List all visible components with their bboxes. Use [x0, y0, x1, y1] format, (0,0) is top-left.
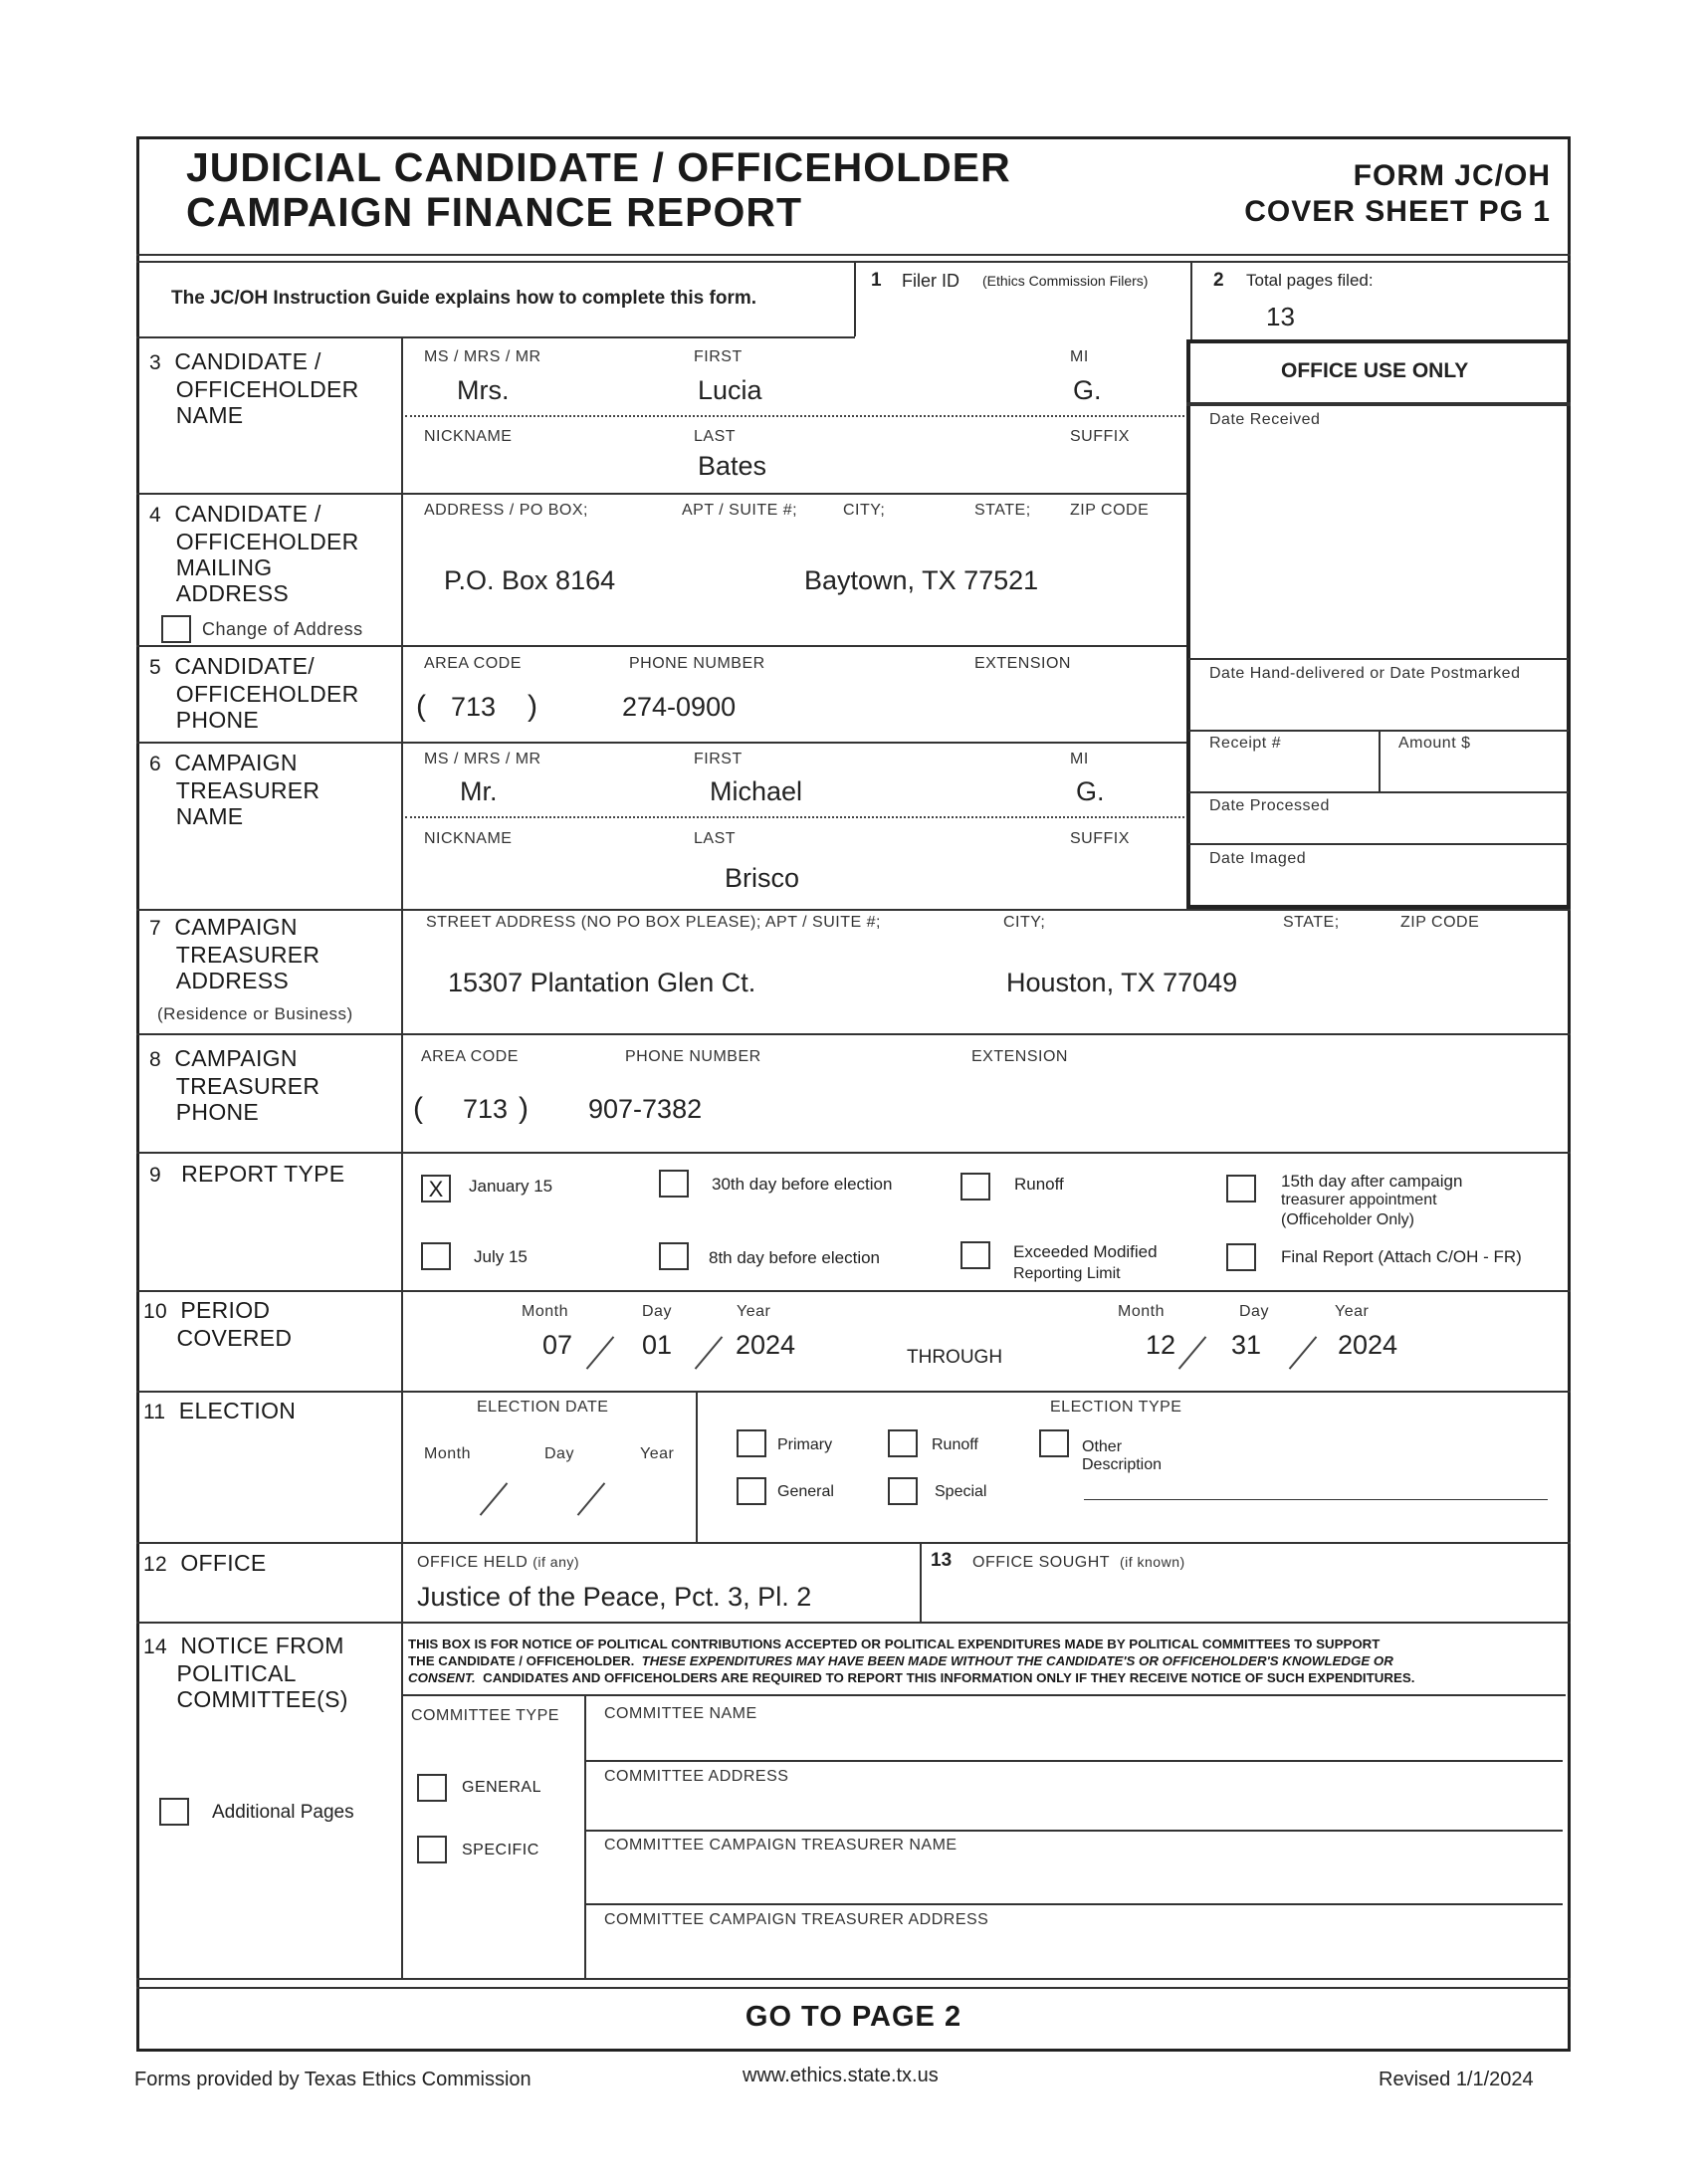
label-line: NAME	[175, 402, 244, 428]
label-line: OFFICE HELD	[417, 1554, 529, 1571]
candidate-city-state-zip-field[interactable]: Baytown, TX 77521	[804, 565, 1039, 595]
close-paren: )	[519, 1092, 529, 1125]
zip-label: ZIP CODE	[1070, 502, 1150, 519]
election-section-label	[143, 1398, 296, 1425]
section-number: 7	[149, 917, 161, 940]
prefix-label: MS / MRS / MR	[424, 751, 541, 767]
phone-number-label: PHONE NUMBER	[625, 1048, 761, 1065]
office-sought-number: 13	[931, 1550, 953, 1571]
treasurer-street-field[interactable]: 15307 Plantation Glen Ct.	[448, 968, 756, 997]
divider	[585, 1903, 1563, 1905]
from-month-field[interactable]: 07	[542, 1330, 573, 1360]
receipt-label: Receipt #	[1209, 735, 1282, 752]
divider	[136, 1290, 1571, 1292]
nickname-label: NICKNAME	[424, 830, 513, 847]
filer-id-label: Filer ID	[902, 271, 959, 291]
election-runoff-label: Runoff	[932, 1436, 978, 1453]
prefix-label: MS / MRS / MR	[424, 348, 541, 365]
filer-id-sub: (Ethics Commission Filers)	[982, 273, 1149, 289]
divider	[1190, 261, 1192, 340]
amount-label: Amount $	[1398, 735, 1471, 752]
total-pages-label: Total pages filed:	[1246, 271, 1374, 290]
notice-fragment: THE CANDIDATE / OFFICEHOLDER.	[408, 1653, 635, 1668]
label-line: MAILING	[175, 554, 273, 580]
label-line: PHONE	[175, 1099, 260, 1125]
year-label: Year	[640, 1445, 675, 1462]
july-15-checkbox[interactable]	[421, 1242, 451, 1270]
january-15-checkbox[interactable]: X	[421, 1175, 451, 1202]
date-processed-label: Date Processed	[1209, 797, 1330, 814]
section-number: 8	[149, 1048, 161, 1071]
instructions-text: The JC/OH Instruction Guide explains how to complete this form.	[171, 288, 757, 309]
election-runoff-checkbox[interactable]	[888, 1429, 918, 1457]
divider	[136, 909, 1571, 911]
label-line: TREASURER	[175, 777, 320, 803]
additional-pages-label: Additional Pages	[212, 1802, 354, 1823]
suffix-label: SUFFIX	[1070, 830, 1130, 847]
label-line: (if known)	[1119, 1554, 1185, 1570]
office-sought-label	[972, 1554, 1185, 1572]
divider	[584, 1694, 586, 1978]
committee-name-label: COMMITTEE NAME	[604, 1705, 757, 1722]
label-line: OFFICEHOLDER	[175, 376, 359, 402]
day-label: Day	[544, 1445, 574, 1462]
label-line: ELECTION	[178, 1398, 297, 1423]
treasurer-name-section-label	[149, 750, 398, 829]
label-line: OFFICE SOUGHT	[972, 1554, 1111, 1571]
notice-fragment: THESE EXPENDITURES MAY HAVE BEEN MADE WITHOUT THE CANDIDATE'S OR OFFICEHOLDER'S KNOWLEDGE OR	[641, 1653, 1393, 1668]
notice-text	[408, 1636, 1549, 1686]
exceeded-limit-label: Reporting Limit	[1013, 1265, 1121, 1282]
candidate-address-field[interactable]: P.O. Box 8164	[444, 565, 616, 595]
special-label: Special	[935, 1483, 987, 1500]
15th-day-after-label: (Officeholder Only)	[1281, 1211, 1414, 1228]
15th-day-after-label: treasurer appointment	[1281, 1192, 1437, 1208]
to-month-field[interactable]: 12	[1146, 1330, 1176, 1360]
area-code-label: AREA CODE	[424, 655, 522, 672]
section-number: 3	[149, 351, 161, 374]
state-label: STATE;	[1283, 914, 1340, 931]
committee-address-label: COMMITTEE ADDRESS	[604, 1768, 789, 1785]
footer-revised-date: Revised 1/1/2024	[1379, 2069, 1534, 2090]
label-line: NOTICE FROM	[180, 1633, 344, 1658]
label-line: CAMPAIGN	[174, 1045, 298, 1071]
notice-fragment: CANDIDATES AND OFFICEHOLDERS ARE REQUIRED TO REPORT THIS INFORMATION ONLY IF THEY RECEIVE NOTICE OF SUCH EXPENDITURES.	[483, 1670, 1415, 1685]
label-line: ADDRESS	[175, 580, 290, 606]
section-number: 14	[143, 1636, 167, 1658]
residence-business-note: (Residence or Business)	[157, 1004, 353, 1023]
period-section-label	[143, 1297, 392, 1351]
notice-line: THIS BOX IS FOR NOTICE OF POLITICAL CONTRIBUTIONS ACCEPTED OR POLITICAL EXPENDITURES MADE BY POLITICAL COMMITTEES TO SUPPORT	[408, 1637, 1381, 1651]
label-line: OFFICEHOLDER	[175, 681, 359, 707]
address-label: ADDRESS / PO BOX;	[424, 502, 588, 519]
divider	[401, 336, 403, 1978]
nickname-label: NICKNAME	[424, 428, 513, 445]
divider	[1186, 402, 1571, 406]
divider	[585, 1830, 1563, 1832]
treasurer-city-state-zip-field[interactable]: Houston, TX 77049	[1006, 968, 1238, 997]
month-label: Month	[1118, 1303, 1165, 1320]
from-year-field[interactable]: 2024	[736, 1330, 796, 1360]
8th-day-before-label: 8th day before election	[709, 1248, 881, 1267]
change-of-address-checkbox[interactable]	[161, 615, 191, 643]
july-15-label: July 15	[474, 1247, 528, 1266]
label-line: CANDIDATE /	[174, 348, 321, 374]
first-name-label: FIRST	[694, 751, 743, 767]
month-label: Month	[522, 1303, 568, 1320]
form-title-line1: JUDICIAL CANDIDATE / OFFICEHOLDER	[186, 144, 1011, 190]
extension-label: EXTENSION	[971, 1048, 1068, 1065]
label-line: CAMPAIGN	[174, 914, 298, 940]
mi-label: MI	[1070, 751, 1089, 767]
general-committee-label: GENERAL	[462, 1779, 541, 1796]
divider	[136, 254, 1571, 256]
divider	[136, 336, 855, 338]
candidate-first-name-field[interactable]: Lucia	[698, 375, 762, 405]
description-label: Description	[1082, 1456, 1163, 1473]
runoff-report-label: Runoff	[1014, 1175, 1064, 1194]
divider	[1188, 791, 1569, 793]
open-paren: (	[413, 1092, 423, 1125]
section-number: 12	[143, 1553, 167, 1576]
divider	[920, 1542, 922, 1622]
last-name-label: LAST	[694, 428, 737, 445]
zip-label: ZIP CODE	[1400, 914, 1480, 931]
label-line: TREASURER	[175, 1073, 320, 1099]
candidate-phone-field[interactable]: 274-0900	[622, 692, 737, 722]
election-date-label: ELECTION DATE	[477, 1399, 609, 1416]
label-line: OFFICEHOLDER	[175, 529, 359, 554]
treasurer-phone-section-label	[149, 1045, 398, 1125]
section-number: 6	[149, 753, 161, 775]
form-number: FORM JC/OH	[1353, 159, 1551, 192]
total-pages-number: 2	[1213, 270, 1224, 291]
divider	[136, 1542, 1571, 1544]
dotted-divider	[405, 415, 1184, 417]
label-line: ADDRESS	[175, 968, 290, 993]
divider	[696, 1393, 698, 1542]
treasurer-mi-field[interactable]: G.	[1076, 776, 1105, 806]
notice-section-label	[143, 1633, 392, 1712]
notice-line	[408, 1652, 1549, 1669]
committee-type-label: COMMITTEE TYPE	[411, 1707, 559, 1724]
election-type-label: ELECTION TYPE	[1050, 1399, 1182, 1416]
divider	[136, 645, 1186, 647]
other-election-label: Other	[1082, 1438, 1123, 1455]
label-line: NAME	[175, 803, 244, 829]
treasurer-phone-field[interactable]: 907-7382	[588, 1094, 703, 1124]
treasurer-first-name-field[interactable]: Michael	[710, 776, 803, 806]
divider	[136, 1391, 1571, 1393]
specific-committee-label: SPECIFIC	[462, 1842, 539, 1858]
open-paren: (	[416, 690, 426, 723]
special-checkbox[interactable]	[888, 1477, 918, 1505]
office-held-field[interactable]: Justice of the Peace, Pct. 3, Pl. 2	[417, 1582, 812, 1612]
date-hand-delivered-label: Date Hand-delivered or Date Postmarked	[1209, 665, 1521, 682]
month-label: Month	[424, 1445, 471, 1462]
form-cover-sheet: COVER SHEET PG 1	[1244, 195, 1551, 228]
label-line: PHONE	[175, 707, 260, 733]
label-line: CAMPAIGN	[174, 750, 298, 775]
section-number: 11	[143, 1401, 166, 1423]
divider	[1188, 843, 1569, 845]
footer-url-link[interactable]: www.ethics.state.tx.us	[743, 2065, 939, 2086]
january-15-label: January 15	[469, 1177, 553, 1196]
general-label: General	[777, 1483, 834, 1500]
section-number: 10	[143, 1300, 167, 1323]
form-title-line2: CAMPAIGN FINANCE REPORT	[186, 189, 803, 235]
treasurer-prefix-field[interactable]: Mr.	[460, 776, 498, 806]
through-label: THROUGH	[907, 1347, 1003, 1368]
candidate-address-section-label	[149, 501, 398, 606]
specific-committee-checkbox[interactable]	[417, 1836, 447, 1863]
treasurer-area-code-field[interactable]: 713	[463, 1094, 509, 1124]
final-report-checkbox[interactable]	[1226, 1243, 1256, 1271]
date-imaged-label: Date Imaged	[1209, 850, 1307, 867]
other-election-checkbox[interactable]	[1039, 1429, 1069, 1457]
primary-label: Primary	[777, 1436, 833, 1453]
mi-label: MI	[1070, 348, 1089, 365]
day-label: Day	[642, 1303, 672, 1320]
candidate-mi-field[interactable]: G.	[1073, 375, 1102, 405]
30th-day-before-checkbox[interactable]	[659, 1170, 689, 1198]
city-label: CITY;	[1003, 914, 1046, 931]
day-label: Day	[1239, 1303, 1269, 1320]
divider	[1188, 658, 1569, 660]
label-line: PERIOD	[180, 1297, 271, 1323]
final-report-label: Final Report (Attach C/OH - FR)	[1281, 1247, 1522, 1266]
divider	[136, 1152, 1571, 1154]
divider	[585, 1760, 1563, 1762]
label-line: OFFICE	[180, 1550, 267, 1576]
exceeded-limit-label: Exceeded Modified	[1013, 1242, 1158, 1261]
8th-day-before-checkbox[interactable]	[659, 1242, 689, 1270]
label-line: COVERED	[176, 1325, 293, 1351]
section-number: 4	[149, 504, 161, 527]
label-line: (if any)	[532, 1554, 580, 1570]
treasurer-last-name-field[interactable]: Brisco	[725, 863, 800, 893]
label-line: CANDIDATE/	[174, 653, 315, 679]
close-paren: )	[528, 690, 537, 723]
candidate-phone-section-label	[149, 653, 398, 733]
committee-treasurer-address-label: COMMITTEE CAMPAIGN TREASURER ADDRESS	[604, 1911, 989, 1928]
candidate-name-section-label	[149, 348, 398, 428]
year-label: Year	[737, 1303, 771, 1320]
30th-day-before-label: 30th day before election	[712, 1175, 893, 1194]
divider	[136, 742, 1186, 744]
last-name-label: LAST	[694, 830, 737, 847]
from-day-field[interactable]: 01	[642, 1330, 673, 1360]
office-use-title: OFFICE USE ONLY	[1281, 359, 1469, 382]
runoff-report-checkbox[interactable]	[960, 1173, 990, 1201]
15th-day-after-label: 15th day after campaign	[1281, 1172, 1463, 1191]
label-line: REPORT TYPE	[181, 1161, 345, 1187]
to-day-field[interactable]: 31	[1231, 1330, 1262, 1360]
section-number: 5	[149, 656, 161, 679]
year-label: Year	[1335, 1303, 1370, 1320]
label-line: POLITICAL	[176, 1660, 297, 1686]
extension-label: EXTENSION	[974, 655, 1071, 672]
footer-provided-by: Forms provided by Texas Ethics Commission	[134, 2069, 532, 2090]
divider	[136, 1622, 1571, 1624]
section-number: 9	[149, 1164, 161, 1187]
committee-treasurer-name-label: COMMITTEE CAMPAIGN TREASURER NAME	[604, 1837, 958, 1854]
office-held-label	[417, 1554, 579, 1572]
city-label: CITY;	[843, 502, 886, 519]
total-pages-value[interactable]: 13	[1266, 302, 1295, 331]
treasurer-address-section-label	[149, 914, 398, 993]
divider	[136, 1978, 1571, 1980]
15th-day-after-checkbox[interactable]	[1226, 1175, 1256, 1202]
divider	[136, 1033, 1571, 1035]
general-checkbox[interactable]	[737, 1477, 766, 1505]
divider	[1379, 730, 1381, 791]
exceeded-limit-checkbox[interactable]	[960, 1241, 990, 1269]
street-address-label: STREET ADDRESS (NO PO BOX PLEASE); APT / SUITE #;	[426, 914, 881, 931]
area-code-label: AREA CODE	[421, 1048, 519, 1065]
label-line: CANDIDATE /	[174, 501, 321, 527]
notice-fragment: CONSENT.	[408, 1670, 476, 1685]
apt-label: APT / SUITE #;	[682, 502, 798, 519]
divider	[136, 493, 1186, 495]
filer-id-number: 1	[871, 270, 882, 291]
additional-pages-checkbox[interactable]	[159, 1798, 189, 1826]
date-received-label: Date Received	[1209, 411, 1321, 428]
divider	[401, 1694, 1566, 1696]
candidate-prefix-field[interactable]: Mrs.	[457, 375, 510, 405]
divider	[854, 261, 856, 336]
suffix-label: SUFFIX	[1070, 428, 1130, 445]
label-line: COMMITTEE(S)	[176, 1686, 348, 1712]
state-label: STATE;	[974, 502, 1031, 519]
label-line: TREASURER	[175, 942, 320, 968]
candidate-last-name-field[interactable]: Bates	[698, 451, 767, 481]
office-section-label	[143, 1550, 267, 1578]
to-year-field[interactable]: 2024	[1338, 1330, 1398, 1360]
go-to-page-2[interactable]: GO TO PAGE 2	[745, 2001, 962, 2033]
general-committee-checkbox[interactable]	[417, 1774, 447, 1802]
candidate-area-code-field[interactable]: 713	[451, 692, 497, 722]
report-type-section-label	[149, 1161, 344, 1189]
first-name-label: FIRST	[694, 348, 743, 365]
primary-checkbox[interactable]	[737, 1429, 766, 1457]
notice-line	[408, 1669, 1549, 1686]
description-underline	[1084, 1499, 1548, 1500]
change-of-address-label: Change of Address	[202, 619, 363, 639]
phone-number-label: PHONE NUMBER	[629, 655, 765, 672]
divider	[136, 1987, 1571, 1989]
dotted-divider	[405, 816, 1184, 818]
